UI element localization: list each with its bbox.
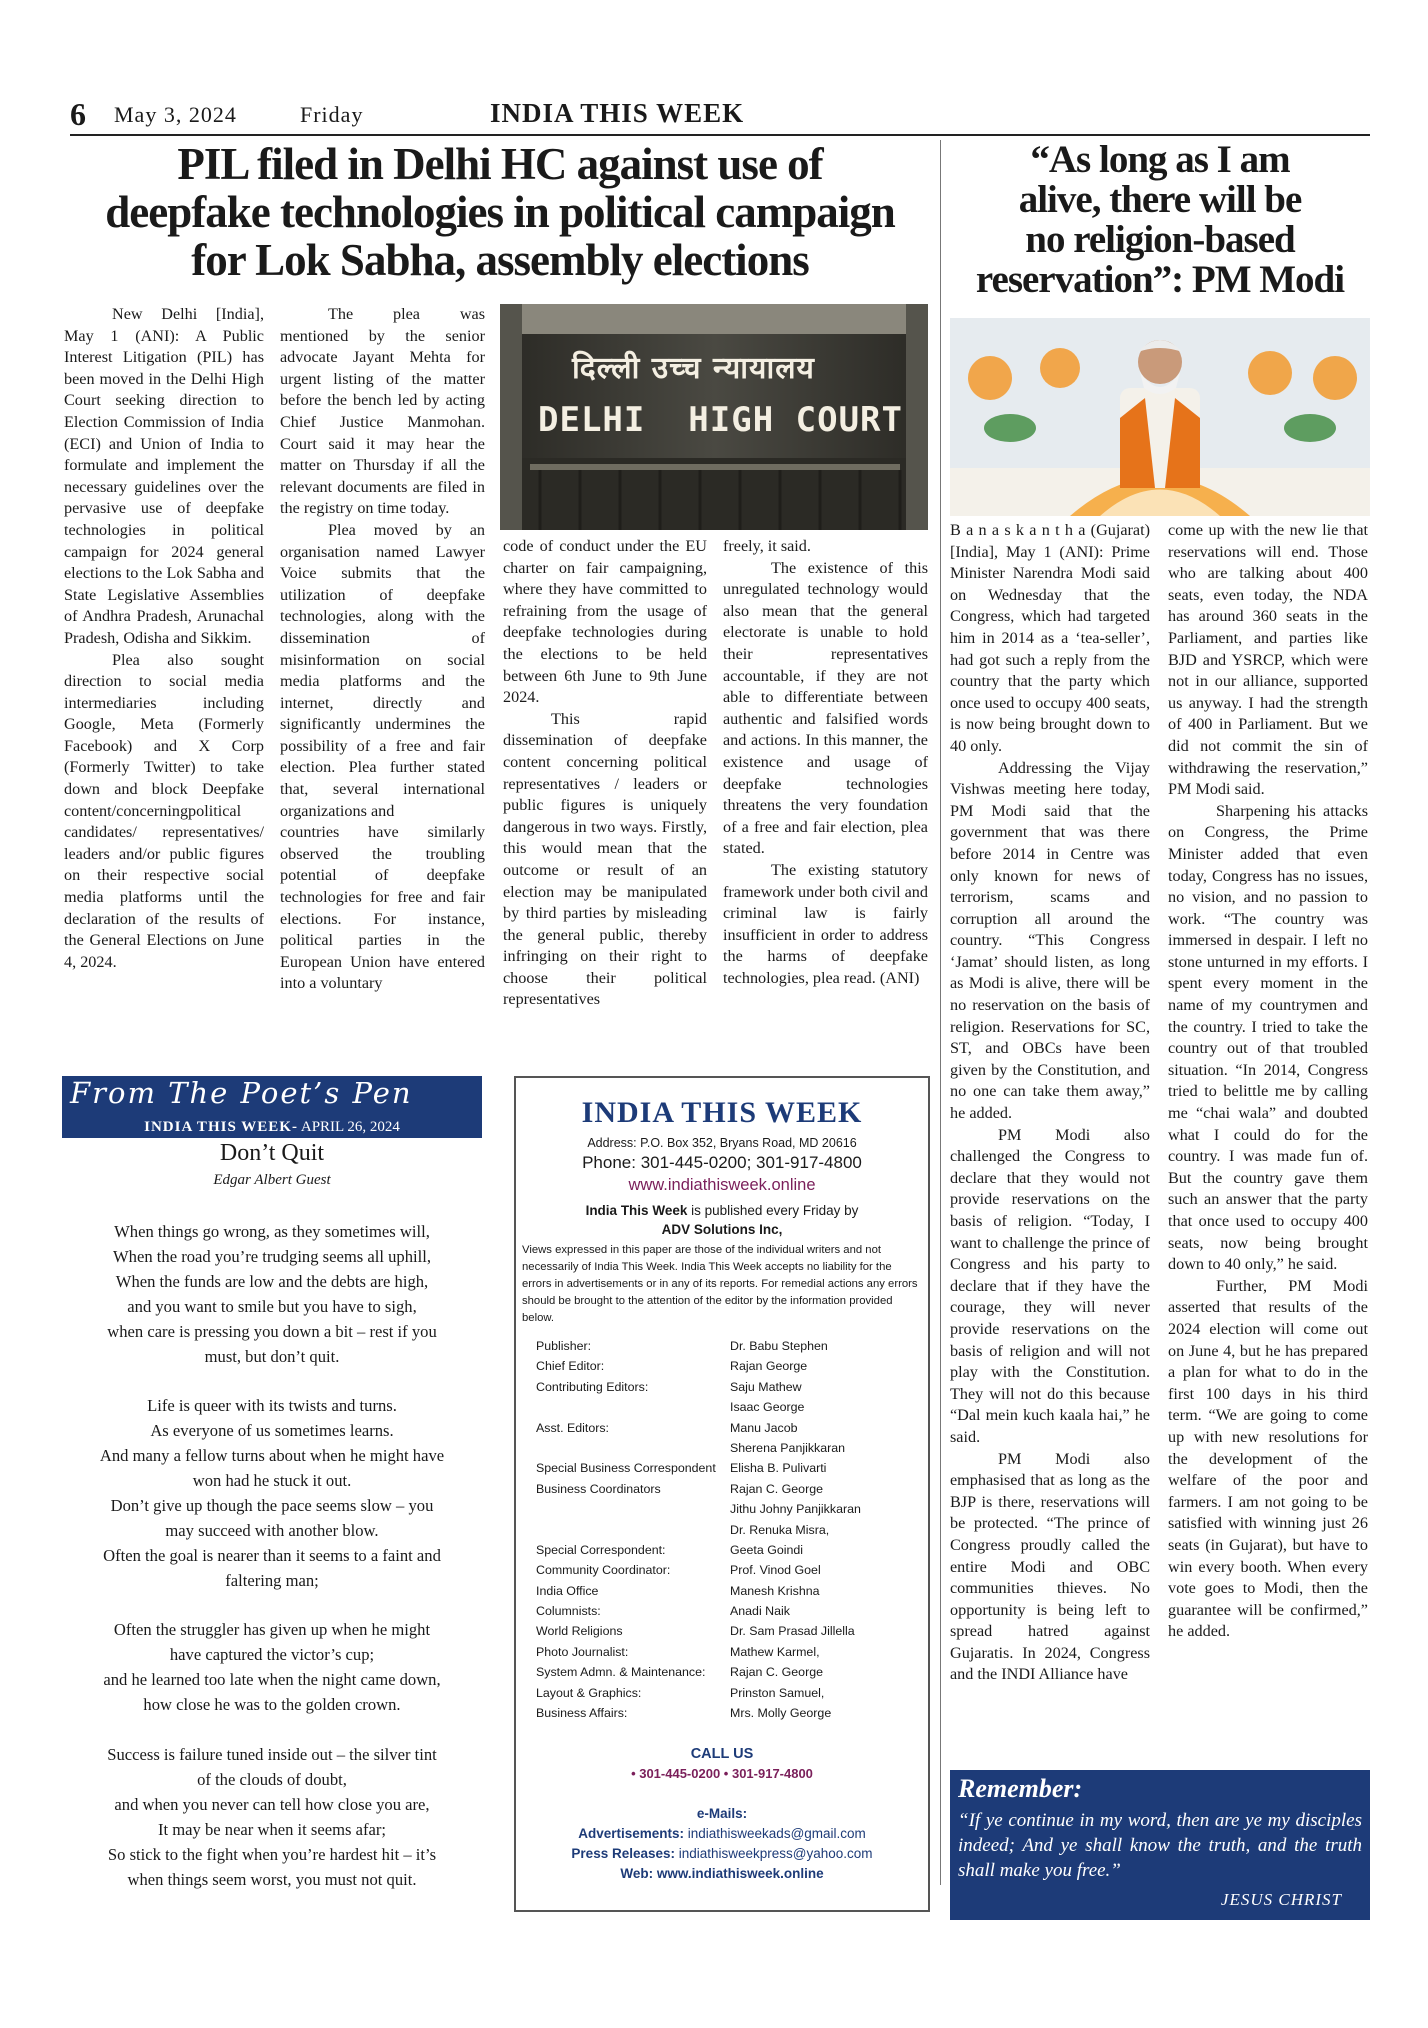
staff-name: Mrs. Molly George [730,1706,832,1721]
poem-line: And many a fellow turns about when he might have [99,1446,445,1466]
paragraph: freely, it said. [723,537,811,555]
web-label: Web: [620,1866,654,1881]
article1-col4 [723,536,928,989]
staff-role: World Religions [536,1624,623,1639]
poet-subtitle-date: APRIL 26, 2024 [297,1119,400,1135]
poem-line: and he learned too late when the night came down, [103,1670,441,1690]
poem-line: how close he was to the golden crown. [143,1695,401,1715]
paragraph: Further, PM Modi asserted that results of the 2024 election will come out on June 4, but he has prepared a plan for what to do in the first 100 days in his third term. “We are going to come up with new resolutions for the development of the welfare of the poor and farmers. I am not going to be satisfied with winning just 26 seats (in Gujarat), but have to win every booth. When every vote goes to Modi, then the guarantee will be confirmed,” he added. [1168,1276,1368,1641]
staff-name: Mathew Karmel, [730,1644,820,1659]
web-line [516,1866,928,1881]
masthead-rule [70,134,1370,136]
staff-role: Asst. Editors: [536,1420,609,1435]
staff-name: Manu Jacob [730,1420,798,1435]
poem-line: when things seem worst, you must not quit. [127,1869,417,1889]
staff-role: Columnists: [536,1604,601,1619]
paragraph: The plea was mentioned by the senior advocate Jayant Mehta for urgent listing of the matter before the bench led by acting Chief Justice Manmohan. Court said it may hear the matter on Thursday if all the relevant documents are filed in the registry on time today. [280,305,485,518]
publisher-company: ADV Solutions Inc, [661,1222,783,1237]
publisher-line [516,1203,928,1218]
poet-subtitle-paper: INDIA THIS WEEK- [144,1119,298,1135]
article2-col2 [1168,520,1368,1643]
staff-role: Publisher: [536,1339,592,1353]
paragraph: Plea moved by an organisation named Lawyer Voice submits that the utilization of deepfake technologies, along with the dissemination of misinformation on social media platforms and the internet, directly and significantly undermines the possibility of a free and fair election. Plea further stated that, several international organizations and [280,520,485,820]
poet-banner: From The Poet’s Pen [62,1076,482,1116]
poem-stanza [62,1618,482,1718]
paragraph: The existence of this unregulated technology would also mean that the general electorate is unable to hold their representatives accountable, if they are not able to differentiate between authentic and falsified words and actions. In this manner, the existence and usage of deepfake technologies threatens the very foundation of a free and fair election, plea stated. [723,558,928,858]
poem-stanza [62,1394,482,1593]
headline-line: for Lok Sabha, assembly elections [191,235,809,285]
masthead [70,96,1370,132]
article2-col1 [950,520,1150,1686]
poem-line: when care is pressing you down a bit – rest if you [107,1321,437,1341]
publisher-text: is published every Friday by [687,1203,859,1218]
poem-line: and when you never can tell how close you are, [114,1794,430,1814]
press-email-link[interactable]: indiathisweekpress@yahoo.com [675,1846,873,1861]
poem-line: faltering man; [225,1570,319,1590]
page-number: 6 [70,96,86,132]
article1-headline [70,140,930,284]
remember-box [950,1770,1370,1920]
staff-name: Rajan C. George [730,1665,823,1680]
headline-line: deepfake technologies in political campaign [105,187,895,237]
poem-line: When things go wrong, as they sometimes will, [114,1222,430,1241]
poem-line: When the road you’re trudging seems all uphill, [113,1246,431,1266]
remember-source: JESUS CHRIST [1220,1890,1342,1909]
paragraph: countries have similarly observed the troubling potential of deepfake technologies for free and fair elections. For instance, political parties in the European Union have entered into a voluntary [280,823,485,993]
poem-stanza [62,1220,482,1369]
ads-email-link[interactable]: indiathisweekads@gmail.com [684,1826,866,1841]
staff-name: Jithu Johny Panjikkaran [730,1502,861,1517]
staff-name: Rajan C. George [730,1481,823,1496]
infobox-phone: Phone: 301-445-0200; 301-917-4800 [582,1153,862,1172]
infobox-website: www.indiathisweek.online [628,1176,816,1194]
poem-line: won had he stuck it out. [192,1471,352,1491]
remember-quote: “If ye continue in my word, then are ye my disciples indeed; And ye shall know the truth, and the truth shall make you free.” [958,1810,1362,1881]
poem-line: As everyone of us sometimes learns. [150,1421,394,1441]
poem-line: of the clouds of doubt, [197,1769,347,1789]
ads-email-label: Advertisements: [578,1826,684,1841]
poem-line: may succeed with another blow. [165,1520,379,1540]
staff-role [536,1438,746,1458]
poet-section [62,1076,482,1946]
staff-role: Layout & Graphics: [536,1685,642,1700]
staff-role: Special Business Correspondent [536,1461,716,1476]
publication-info-box [514,1076,930,1912]
staff-name: Isaac George [730,1400,805,1415]
pm-modi-photo [950,318,1370,516]
court-sign-english: DELHI HIGH COURT [538,400,903,440]
paper-name: INDIA THIS WEEK [490,98,745,128]
poem-author: Edgar Albert Guest [213,1172,331,1188]
headline-line: PIL filed in Delhi HC against use of [177,139,823,189]
emails-heading: e-Mails: [696,1806,748,1821]
staff-role: Business Coordinators [536,1481,661,1496]
staff-name: Dr. Renuka Misra, [730,1522,830,1537]
staff-name: Sherena Panjikkaran [730,1440,846,1455]
remember-title: Remember: [958,1774,1083,1803]
staff-names [730,1336,910,1723]
staff-name: Manesh Krishna [730,1583,820,1598]
staff-roles [536,1336,746,1723]
delhi-high-court-photo [500,304,928,530]
poem-line: Often the goal is nearer than it seems to a faint and [103,1545,441,1565]
staff-role [536,1520,746,1540]
article1-col3 [503,536,707,1011]
poem-line: Life is queer with its twists and turns. [147,1396,397,1416]
staff-role: Photo Journalist: [536,1644,629,1659]
poem-line: Success is failure tuned inside out – the silver tint [107,1744,437,1764]
poet-subtitle [62,1116,482,1138]
poem-line: Don’t give up though the pace seems slow – you [110,1495,434,1515]
press-email-label: Press Releases: [571,1846,675,1861]
staff-name: Prof. Vinod Goel [730,1563,821,1578]
paragraph: B a n a s k a n t h a (Gujarat) [India], May 1 (ANI): Prime Minister Narendra Modi said on Wednesday that the Congress, which had targeted him in 2014 as a ‘tea-seller’, had got such a reply from the country that the party which once used to occupy 400 seats, is now being brought down to 40 only. [950,521,1150,755]
headline-line: “As long as I am [1030,138,1290,181]
staff-role: Community Coordinator: [536,1563,671,1578]
poem-line: have captured the victor’s cup; [169,1645,375,1665]
paragraph: Sharpening his attacks on Congress, the Prime Minister added that even today, Congress has no issues, no vision, and no passion to work. “The country was immersed in despair. I left no stone unturned in my efforts. I spent every moment in the name of my countrymen and the country. I tried to take the country out of that troubled situation. “In 2014, Congress tried to belittle me by calling me “chai wala” and doubted what I could do for the country. I was made fun of. But the country gave them such an answer that the party that once used to occupy 400 seats, now being brought down to 40 only,” he said. [1168,801,1368,1274]
staff-role [536,1499,746,1519]
staff-role: India Office [536,1583,599,1598]
infobox-title: INDIA THIS WEEK [581,1096,863,1129]
issue-day: Friday [300,102,364,127]
infobox-address: Address: P.O. Box 352, Bryans Road, MD 20616 [587,1136,857,1150]
staff-name: Anadi Naik [730,1604,790,1619]
staff-role: Chief Editor: [536,1359,605,1374]
call-us-heading: CALL US [690,1746,754,1762]
poem-line: Often the struggler has given up when he might [113,1620,431,1640]
staff-name: Elisha B. Pulivarti [730,1461,827,1476]
paragraph: Addressing the Vijay Vishwas meeting here today, PM Modi said that the government that was there before 2014 in Centre was only known for news of terrorism, scams and corruption all around the country. “This Congress ‘Jamat’ should listen, as long as Modi is alive, there will be no reservation on the basis of religion. Reservations for SC, ST, and OBCs have been given by the Constitution, and no one can take them away,” he added. [950,758,1150,1123]
staff-role: Contributing Editors: [536,1379,649,1394]
paragraph: The existing statutory framework under both civil and criminal law is fairly insufficient in order to address the harms of deepfake technologies, plea read. (ANI) [723,860,928,987]
staff-name: Prinston Samuel, [730,1685,825,1700]
column-divider [940,140,941,1885]
staff-name: Saju Mathew [730,1379,802,1394]
poem-line: So stick to the fight when you’re hardest hit – it’s [107,1844,437,1864]
paragraph: code of conduct under the EU charter on fair campaigning, where they have committed to refraining from the usage of deepfake technologies during the elections to be held between 6th June to 9th June 2024. [503,537,707,707]
paragraph: PM Modi also emphasised that as long as the BJP is there, reservations will be protected. “The prince of Congress proudly called the entire Modi and OBC communities thieves. No opportunity is being left to spread hatred against Gujaratis. In 2024, Congress and the INDI Alliance have [950,1449,1150,1684]
poem-line: must, but don’t quit. [204,1346,340,1366]
headline-line: reservation”: PM Modi [975,258,1345,301]
staff-name: Dr. Sam Prasad Jillella [730,1624,855,1639]
poem-stanza [62,1743,482,1892]
headline-line: alive, there will be [1018,178,1302,221]
rally-illustration [950,318,1370,516]
poem-line: and you want to smile but you have to sigh, [127,1296,417,1316]
disclaimer: Views expressed in this paper are those of the individual writers and not necessarily of India This Week. India This Week accepts no liability for the errors in advertisements or in any of its reports. For remedial actions any errors should be brought to the attention of the editor by the information provided below. [522,1244,918,1324]
staff-role [536,1397,746,1417]
staff-name: Dr. Babu Stephen [730,1339,828,1353]
paragraph: This rapid dissemination of deepfake content concerning political representatives / leaders or public figures is uniquely dangerous in two ways. Firstly, this would mean that the outcome or result of an election may be manipulated by third parties by misleading the general public, thereby infringing on their right to choose their political representatives [503,709,707,1009]
paragraph: PM Modi also challenged the Congress to declare that they would not provide reservations on the basis of religion. “Today, I want to challenge the prince of Congress and his party to declare that if they have the courage, they will never provide reservations on the basis of religion and will not play with the Constitution. They will not do this because “Dal mein kuch kaala hai,” he said. [950,1125,1151,1446]
staff-role: System Admn. & Maintenance: [536,1665,706,1680]
call-numbers: • 301-445-0200 • 301-917-4800 [631,1766,813,1781]
poem-body [62,1220,482,1917]
staff-name: Geeta Goindi [730,1542,804,1557]
paragraph: New Delhi [India], May 1 (ANI): A Public Interest Litigation (PIL) has been moved in the Delhi High Court seeking direction to Election Commission of India (ECI) and Union of India to formulate and implement the necessary guidelines over the pervasive use of deepfake technologies in political campaign for 2024 general elections to the Lok Sabha and State Legislative Assemblies of Andhra Pradesh, Arunachal Pradesh, Odisha and Sikkim. [64,305,264,647]
court-sign-hindi: दिल्ली उच्च न्यायालय [572,351,815,386]
article2-headline [950,140,1370,300]
staff-role: Business Affairs: [536,1706,628,1721]
publisher-paper: India This Week [585,1203,688,1218]
staff-role: Special Correspondent: [536,1542,666,1557]
poem-line: When the funds are low and the debts are high, [115,1271,429,1291]
headline-line: no religion-based [1025,218,1295,261]
article1-col2 [280,304,485,995]
ads-email-line [516,1826,928,1841]
poem-title: Don’t Quit [219,1140,325,1166]
paragraph: Plea also sought direction to social media intermediaries including Google, Meta (Formerly Facebook) and X Corp (Formerly Twitter) to take down and block Deepfake content/concerningpolitical candidates/ representatives/ leaders and/or public figures on their respective social media platforms until the declaration of the results of the General Elections on June 4, 2024. [64,650,264,971]
paragraph: come up with the new lie that reservations will end. Those who are talking about 400 seats, even today, the NDA has around 360 seats in the Parliament, and parties like BJD and YSRCP, which were not in our alliance, supported us anyway. I had the strength of 400 in Parliament. But we did not commit the sin of withdrawing the reservation,” PM Modi said. [1168,521,1368,799]
article1-col1 [64,304,264,973]
issue-date: May 3, 2024 [114,102,237,127]
poem-line: It may be near when it seems afar; [157,1819,387,1839]
staff-name: Rajan George [730,1359,808,1374]
press-email-line [516,1846,928,1861]
web-link[interactable]: www.indiathisweek.online [653,1866,824,1881]
